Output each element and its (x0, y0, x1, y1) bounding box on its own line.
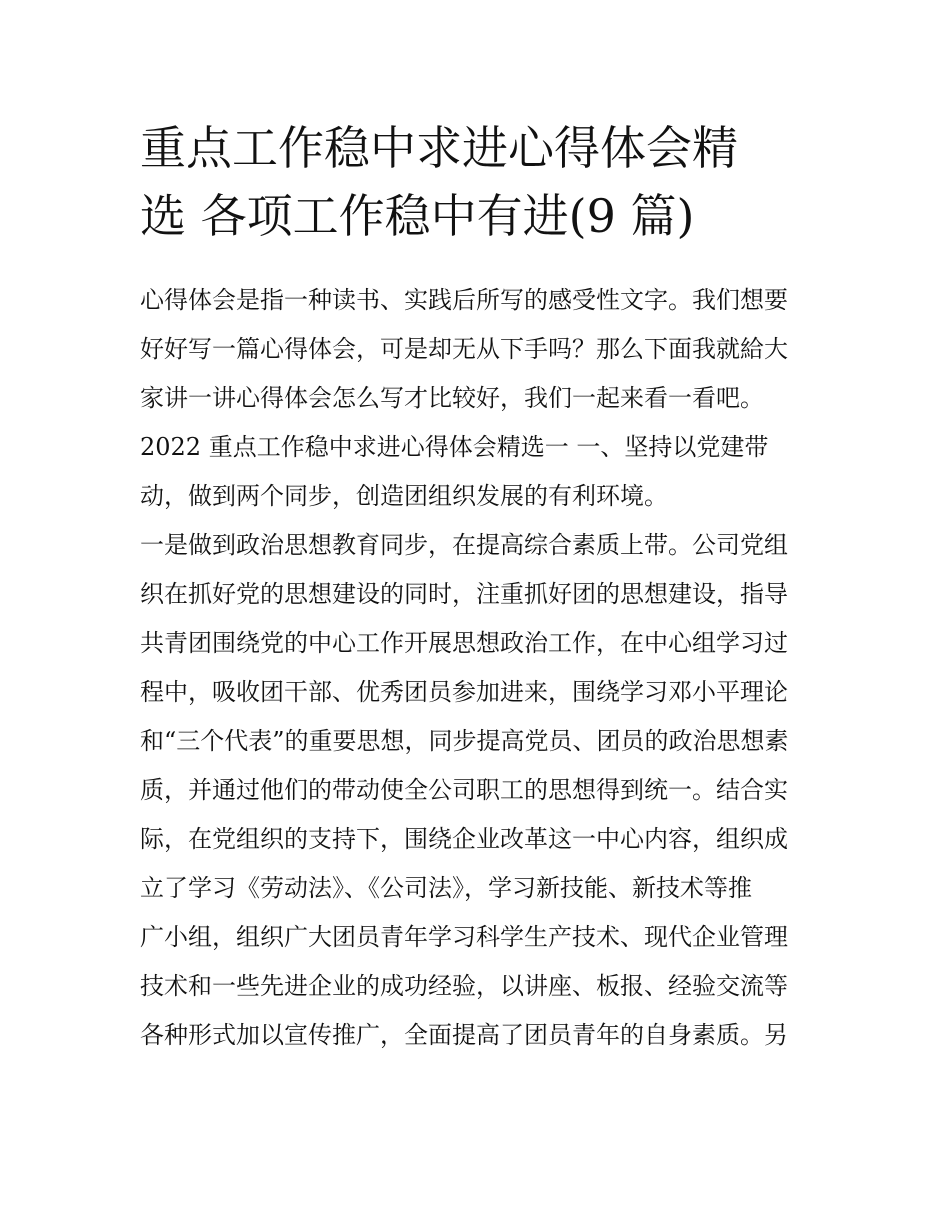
text-line: 动，做到两个同步，创造团组织发展的有利环境。 (140, 482, 668, 510)
text-line: 和“三个代表”的重要思想，同步提高党员、团员的政治思想素 (140, 727, 789, 755)
title-line-2: 选 各项工作稳中有进(9 篇) (140, 189, 695, 243)
text-line: 技术和一些先进企业的成功经验，以讲座、板报、经验交流等 (140, 972, 788, 1000)
text-line: 2022 重点工作稳中求进心得体会精选一 一、坚持以党建带 (140, 433, 769, 461)
text-line: 共青团围绕党的中心工作开展思想政治工作，在中心组学习过 (140, 629, 788, 657)
text-line: 一是做到政治思想教育同步，在提高综合素质上带。公司党组 (140, 531, 788, 559)
text-line: 广小组，组织广大团员青年学习科学生产技术、现代企业管理 (140, 923, 788, 951)
document-body (140, 276, 820, 1060)
text-line: 立了学习《劳动法》、《公司法》，学习新技能、新技术等推 (140, 874, 752, 902)
paragraph-intro (140, 276, 820, 423)
text-line: 各种形式加以宣传推广，全面提高了团员青年的自身素质。另 (140, 1021, 788, 1049)
text-line: 程中，吸收团干部、优秀团员参加进来，围绕学习邓小平理论 (140, 678, 788, 706)
document-title (140, 114, 820, 250)
title-line-1: 重点工作稳中求进心得体会精 (140, 121, 738, 175)
text-line: 质，并通过他们的带动使全公司职工的思想得到统一。结合实 (140, 776, 788, 804)
paragraph-body (140, 521, 820, 1060)
paragraph-section-heading (140, 423, 820, 521)
text-line: 织在抓好党的思想建设的同时，注重抓好团的思想建设，指导 (140, 580, 788, 608)
text-line: 好好写一篇心得体会，可是却无从下手吗？那么下面我就給大 (140, 335, 788, 363)
text-line: 心得体会是指一种读书、实践后所写的感受性文字。我们想要 (140, 286, 788, 314)
text-line: 际，在党组织的支持下，围绕企业改革这一中心内容，组织成 (140, 825, 788, 853)
text-line: 家讲一讲心得体会怎么写才比较好，我们一起来看一看吧。 (140, 384, 764, 412)
